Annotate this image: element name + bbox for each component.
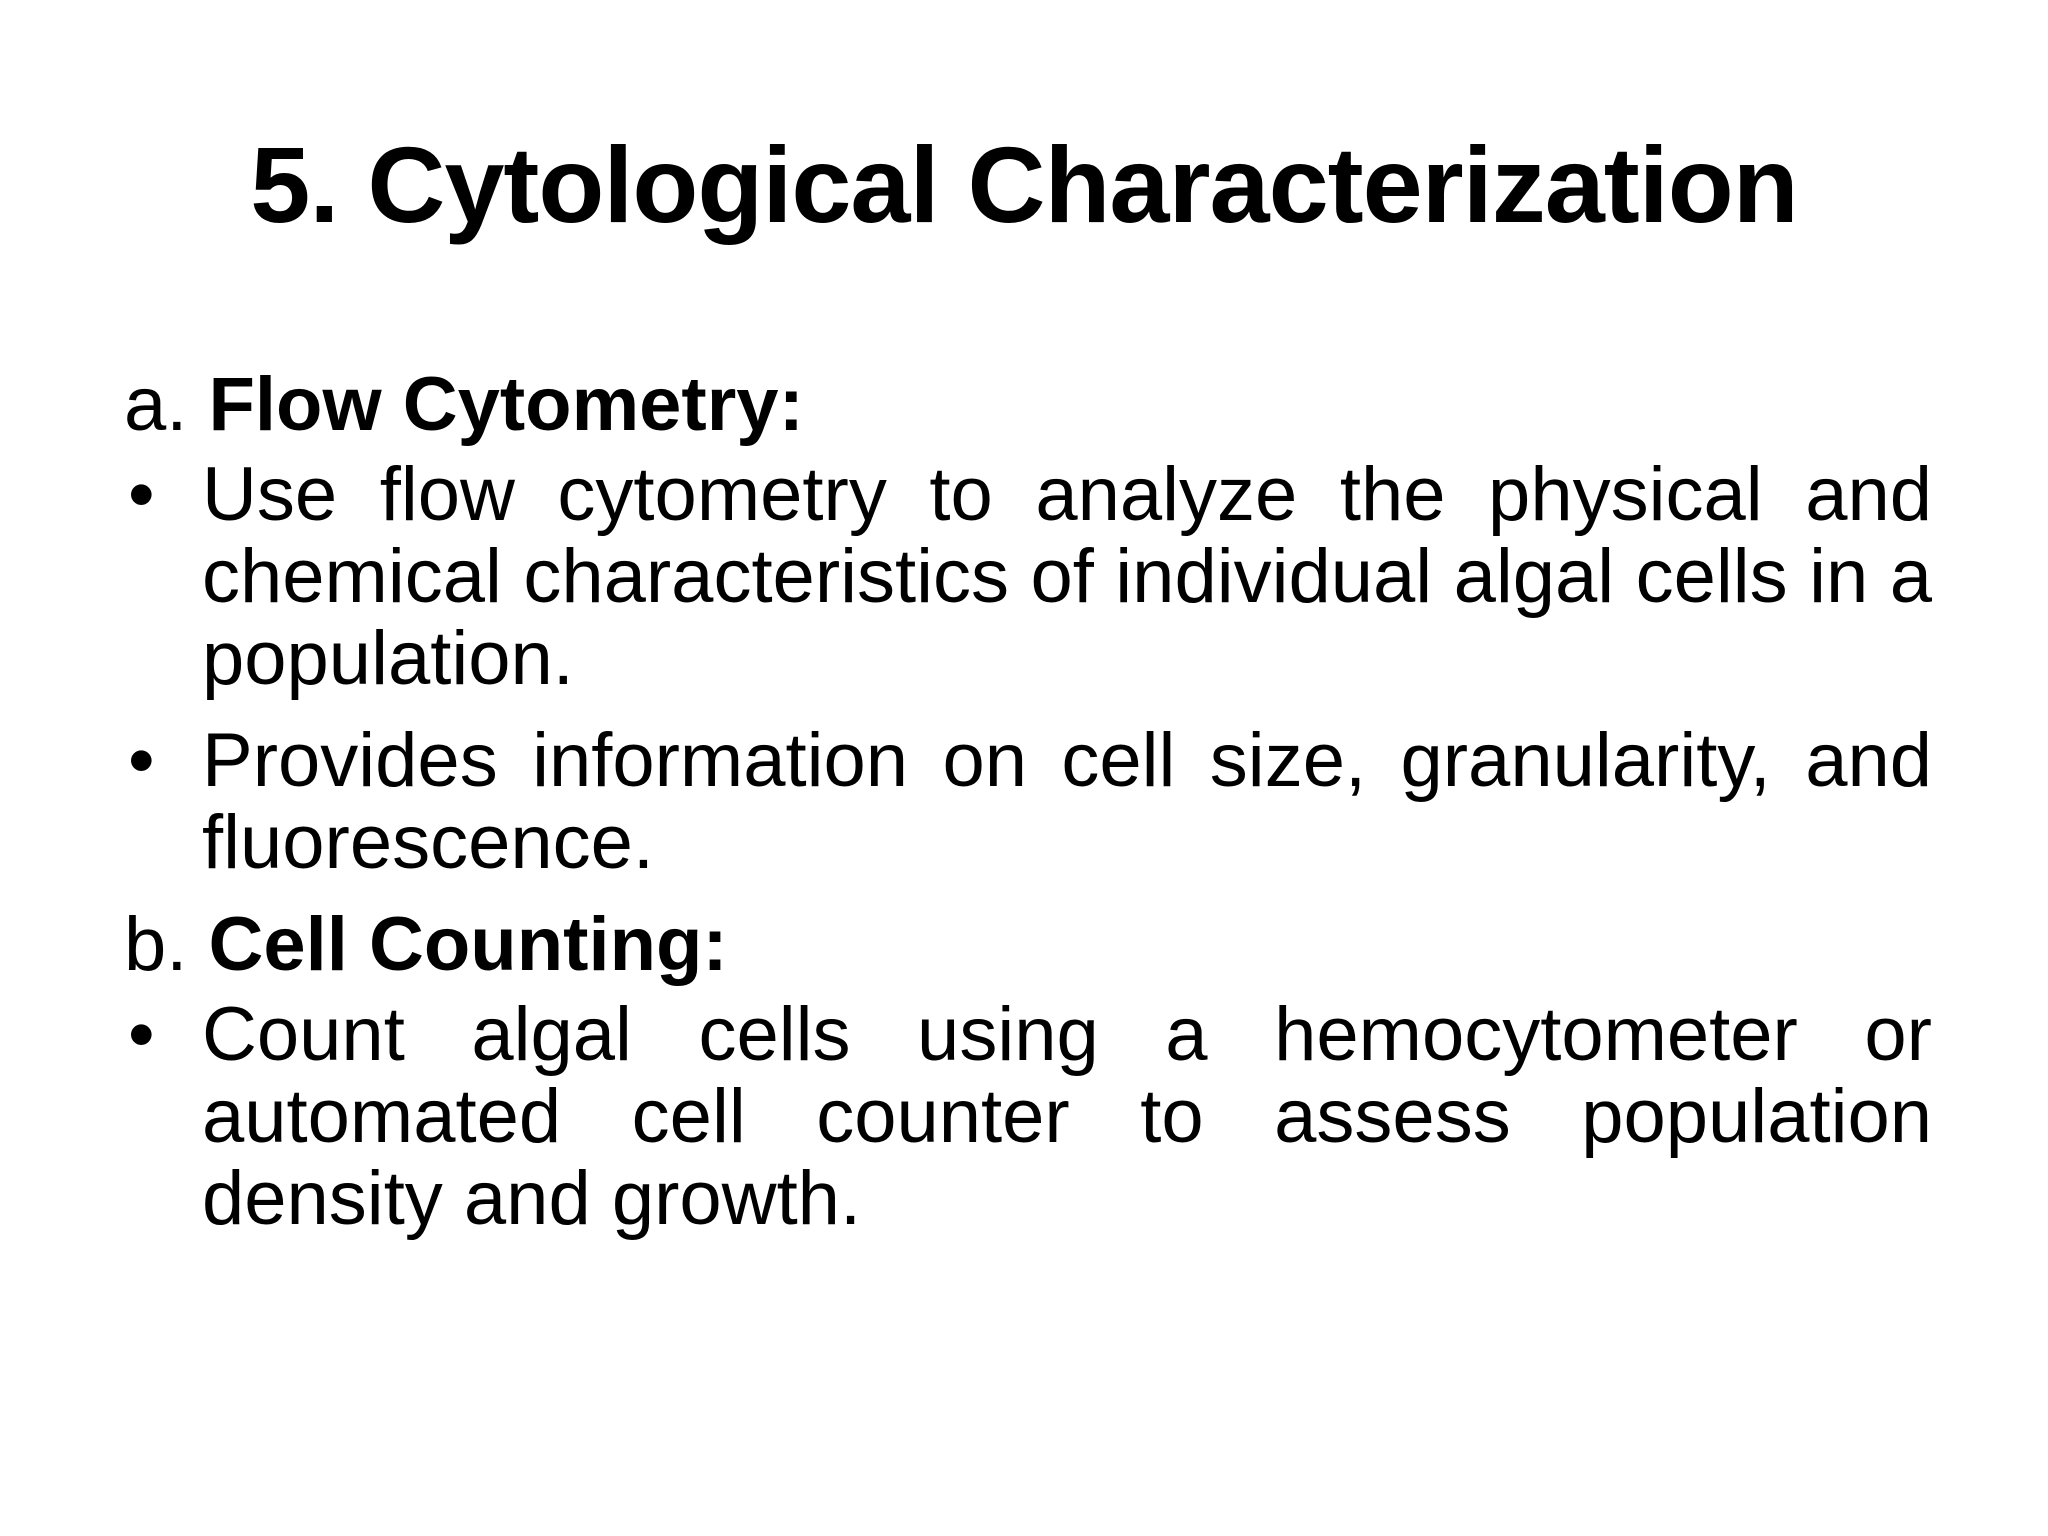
- bullet-text: Provides information on cell size, granularity, and fluorescence.: [202, 718, 1932, 885]
- bullet-icon: •: [128, 992, 155, 1077]
- section-label: Cell Counting:: [208, 902, 728, 987]
- bullet-item: [124, 720, 1932, 884]
- section-prefix: a.: [124, 362, 209, 447]
- section-heading-cell-counting: [124, 904, 1932, 986]
- bullet-icon: •: [128, 452, 155, 537]
- section-heading-flow-cytometry: [124, 364, 1932, 446]
- bullet-item: [124, 994, 1932, 1240]
- slide-content: [124, 364, 1932, 1260]
- bullet-text: Use flow cytometry to analyze the physical and chemical characteristics of individual algal cells in a population.: [202, 452, 1932, 701]
- slide-title: 5. Cytological Characterization: [250, 124, 1798, 245]
- bullet-item: [124, 454, 1932, 700]
- bullet-list-cell-counting: [124, 994, 1932, 1240]
- bullet-list-flow-cytometry: [124, 454, 1932, 884]
- section-prefix: b.: [124, 902, 209, 987]
- bullet-icon: •: [128, 718, 155, 803]
- section-label: Flow Cytometry:: [208, 362, 804, 447]
- bullet-text: Count algal cells using a hemocytometer or automated cell counter to assess population density and growth.: [202, 992, 1932, 1241]
